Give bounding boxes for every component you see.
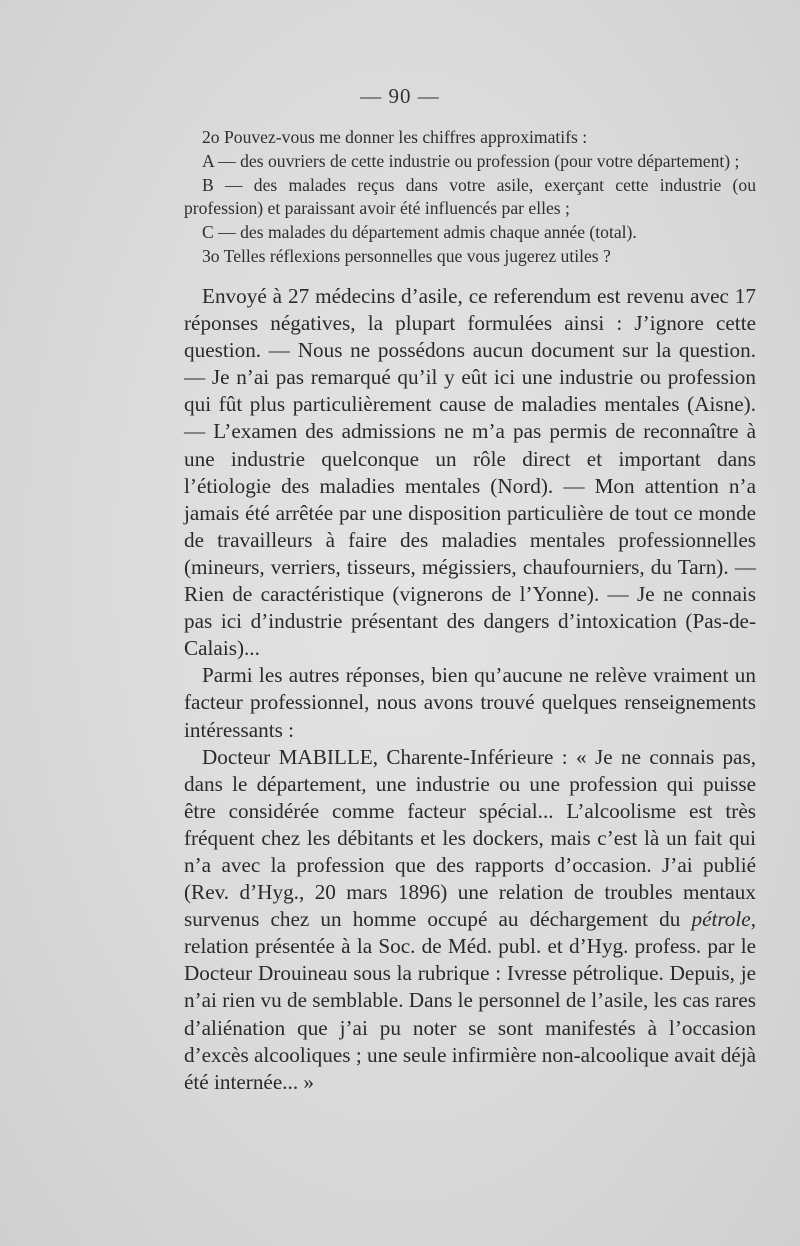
question-2: 2o Pouvez-vous me donner les chiffres approximatifs : bbox=[202, 127, 588, 147]
questionnaire-items bbox=[184, 126, 756, 269]
paragraph-mabille-quote bbox=[184, 744, 756, 1096]
quote-italic-petrole: pétrole bbox=[691, 907, 751, 932]
question-2-item-a: A — des ouvriers de cette industrie ou profession (pour votre département) ; bbox=[202, 150, 740, 171]
question-2-item-c: C — des malades du département admis chaque année (total). bbox=[202, 222, 637, 243]
quote-text-start: Docteur MABILLE, Charente-Inférieure : « Je ne connais pas, dans le département, une industrie ou une profession qui puisse être considérée comme facteur spécial... L’alcoolisme est très fréquent chez les débitants et les dockers, mais c’est là un fait qui n’a avec la profession que des rapports d’occasion. J’ai publié (Rev. d’Hyg., 20 mars 1896) une relation de troubles mentaux survenus chez un homme occupé au déchargement du bbox=[184, 744, 756, 932]
page-number: — 90 — bbox=[360, 84, 440, 108]
paragraph-other-responses: Parmi les autres réponses, bien qu’aucune ne relève vraiment un facteur professionnel, nous avons trouvé quelques renseignements intéressants : bbox=[184, 663, 756, 742]
quote-text-end: , relation présentée à la Soc. de Méd. publ. et d’Hyg. profess. par le Docteur Drouineau sous la rubrique : Ivresse pétrolique. Depuis, je n’ai rien vu de semblable. Dans le personnel de l’asile, les cas rares d’aliénation que j’ai pu noter se sont manifestés à l’occasion d’excès alcooliques ; une seule infirmière non-alcoolique avait déjà été internée... » bbox=[184, 907, 756, 1094]
paragraph-referendum-results: Envoyé à 27 médecins d’asile, ce referendum est revenu avec 17 réponses négatives, la plupart formulées ainsi : J’ignore cette question. — Nous ne possédons aucun document sur la question. — Je n’ai pas remarqué qu’il y eût ici une industrie ou profession qui fût plus particulièrement cause de maladies mentales (Aisne). — L’examen des admissions ne m’a pas permis de reconnaître à une industrie quelconque un rôle direct et important dans l’étiologie des maladies mentales (Nord). — Mon attention n’a jamais été arrêtée par une disposition particulière de tout ce monde de travailleurs à faire des maladies mentales professionnelles (mineurs, verriers, tisseurs, mégissiers, chaufourniers, du Tarn). — Rien de caractéristique (vignerons de l’Yonne). — Je ne connais pas ici d’industrie présentant des dangers d’intoxication (Pas-de-Calais)... bbox=[184, 284, 756, 661]
question-2-item-b: B — des malades reçus dans votre asile, exerçant cette industrie (ou profession) et paraissant avoir été influencés par elles ; bbox=[184, 174, 756, 219]
body-text bbox=[184, 283, 756, 1096]
question-3: 3o Telles réflexions personnelles que vous jugerez utiles ? bbox=[202, 245, 611, 266]
